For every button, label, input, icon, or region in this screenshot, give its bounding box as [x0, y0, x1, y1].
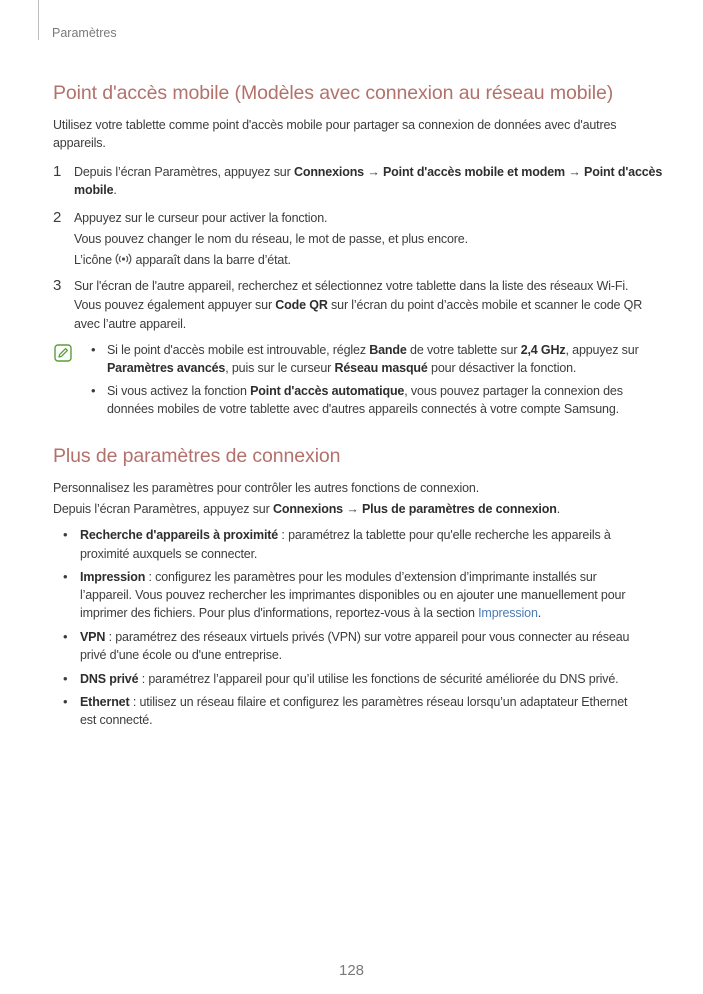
- list-item-printing-line-1: Impression : configurez les paramètres pour les modules d’extension d’imprimante installés sur: [80, 570, 597, 584]
- note1-line-1: Si le point d'accès mobile est introuvable, réglez Bande de votre tablette sur 2,4 GHz, appuyez sur: [107, 343, 639, 357]
- list-item-printing-line-2: l’appareil. Vous pouvez rechercher les imprimantes disponibles ou en ajouter une manuellement pour: [80, 588, 626, 602]
- menu-hotspot-modem: Point d'accès mobile et modem: [383, 165, 566, 179]
- list-bullet: •: [63, 527, 68, 542]
- note-bullet-2: •: [91, 383, 96, 398]
- intro-line-1: Utilisez votre tablette comme point d'accès mobile pour partager sa connexion de données avec d'autres: [53, 118, 617, 132]
- step2-line-2: Vous pouvez changer le nom du réseau, le mot de passe, et plus encore.: [74, 232, 468, 246]
- intro-line-2: appareils.: [53, 136, 106, 150]
- step3-line-3: avec l’autre appareil.: [74, 317, 187, 331]
- impression-link[interactable]: Impression: [478, 606, 538, 620]
- list-item-vpn-line-1: VPN : paramétrez des réseaux virtuels privés (VPN) sur votre appareil pour vous connecter au réseau: [80, 630, 630, 644]
- list-item-private-dns: DNS privé : paramétrez l’appareil pour qu’il utilise les fonctions de sécurité améliorée du DNS privé.: [80, 672, 619, 686]
- step1-line-1: Depuis l’écran Paramètres, appuyez sur Connexions → Point d'accès mobile et modem → Point d'accès: [74, 165, 663, 179]
- list-item-vpn-line-2: privé d'une école ou d'une entreprise.: [80, 648, 282, 662]
- menu-hotspot: Point d'accès: [584, 165, 663, 179]
- list-bullet: •: [63, 694, 68, 709]
- note1-line-2: Paramètres avancés, puis sur le curseur Réseau masqué pour désactiver la fonction.: [107, 361, 577, 375]
- step3-line-1: Sur l'écran de l'autre appareil, recherchez et sélectionnez votre tablette dans la liste des réseaux Wi-Fi.: [74, 279, 629, 293]
- list-item-printing-line-3: imprimer des fichiers. Pour plus d'informations, reportez-vous à la section Impression.: [80, 606, 542, 620]
- list-item-nearby-line-1: Recherche d'appareils à proximité : paramétrez la tablette pour qu'elle recherche les appareils à: [80, 528, 611, 542]
- step-number-1: 1: [53, 163, 62, 180]
- step2-line-1: Appuyez sur le curseur pour activer la fonction.: [74, 211, 328, 225]
- menu-code-qr: Code QR: [275, 298, 328, 312]
- section2-intro-2: Depuis l’écran Paramètres, appuyez sur Connexions → Plus de paramètres de connexion.: [53, 502, 561, 516]
- note2-line-1: Si vous activez la fonction Point d'accès automatique, vous pouvez partager la connexion des: [107, 384, 623, 398]
- section2-intro-1: Personnalisez les paramètres pour contrôler les autres fonctions de connexion.: [53, 481, 480, 495]
- section-title-hotspot: Point d'accès mobile (Modèles avec connexion au réseau mobile): [53, 82, 614, 104]
- step-number-3: 3: [53, 277, 62, 294]
- list-bullet: •: [63, 671, 68, 686]
- section-title-more-settings: Plus de paramètres de connexion: [53, 445, 341, 467]
- list-item-nearby-line-2: proximité auxquels se connecter.: [80, 547, 258, 561]
- page-number: 128: [338, 962, 365, 979]
- header-rule: [38, 0, 39, 40]
- menu-connexions: Connexions: [293, 165, 364, 179]
- step2-line-3: L’icône apparaît dans la barre d’état.: [74, 253, 291, 267]
- running-header: Paramètres: [52, 26, 117, 40]
- list-bullet: •: [63, 569, 68, 584]
- note2-line-2: données mobiles de votre tablette avec d'autres appareils connectés à votre compte Samsung.: [107, 402, 619, 416]
- hotspot-icon: [115, 252, 132, 266]
- list-item-ethernet-line-2: est connecté.: [80, 713, 153, 727]
- note-pencil-icon: [54, 344, 72, 362]
- step-number-2: 2: [53, 209, 62, 226]
- note-bullet-1: •: [91, 342, 96, 357]
- step3-line-2: Vous pouvez également appuyer sur Code QR sur l’écran du point d’accès mobile et scanner le code QR: [74, 298, 643, 312]
- list-bullet: •: [63, 629, 68, 644]
- step1-line-2: mobile.: [74, 183, 117, 197]
- list-item-ethernet-line-1: Ethernet : utilisez un réseau filaire et configurez les paramètres réseau lorsqu’un adaptateur Ethernet: [80, 695, 628, 709]
